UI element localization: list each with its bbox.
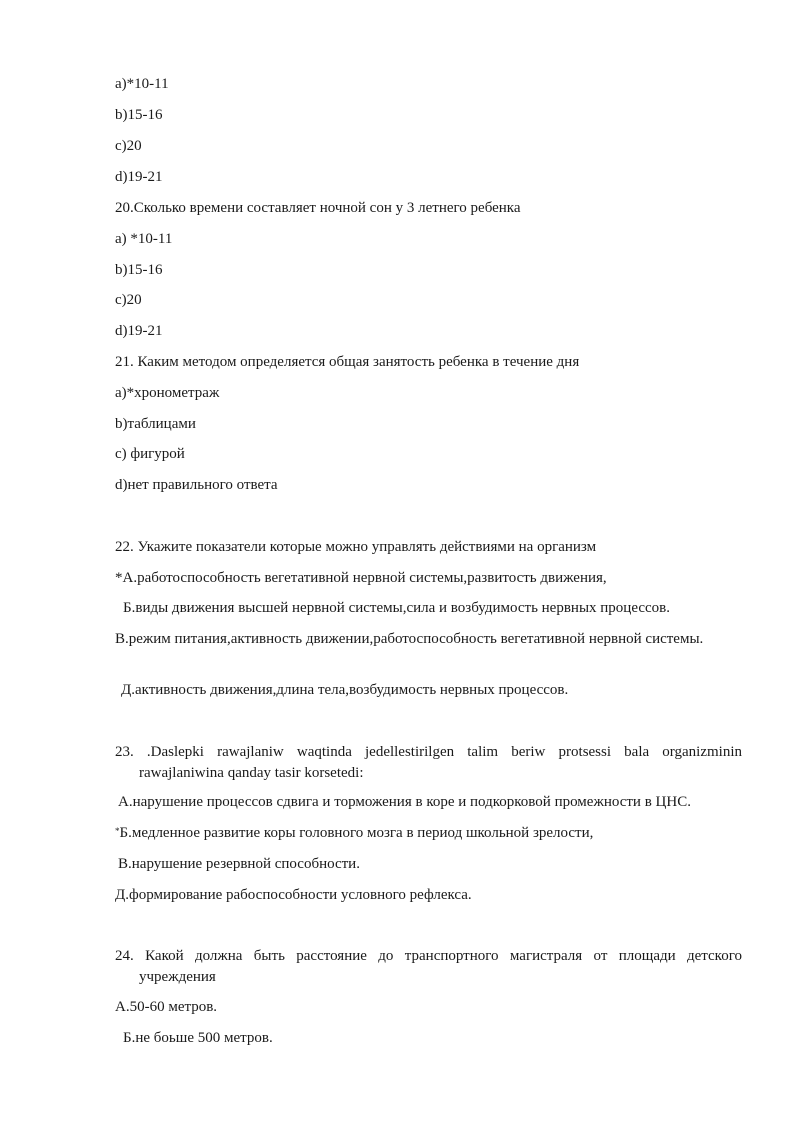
q22-option-d: Д.активность движения,длина тела,возбудимость нервных процессов. [121,682,569,698]
q23-option-b [115,823,800,844]
q21-option-c: c) фигурой [115,446,185,462]
q21-option-d: d)нет правильного ответа [115,477,278,493]
question-24: 24. Какой должна быть расстояние до транспортного магистраля от площади детского учреждения [115,948,742,985]
q23-option-d: Д.формирование рабоспособности условного рефлекса. [115,887,472,903]
q23-option-c: В.нарушение резервной способности. [118,856,360,872]
q22-option-c: В.режим питания,активность движении,работоспособность вегетативной нервной системы. [115,631,704,647]
q24-option-b: Б.не бoьше 500 метров. [123,1030,273,1046]
q20-option-b: b)15-16 [115,262,163,278]
q19-option-d: d)19-21 [115,169,163,185]
q22-option-a: *А.работоспособность вегетативной нервной системы,развитость движения, [115,570,607,586]
question-23: 23. .Daslepki rawajlaniw waqtinda jedellestirilgen talim beriw protsessi bala organizminin rawajlaniwina qanday tasir korsetedi: [115,744,742,781]
q19-option-c: c)20 [115,138,142,154]
q23-option-b-text: Б.медленное развитие коры головного мозга в период школьной зрелости, [119,825,594,841]
q20-option-c: c)20 [115,292,142,308]
question-20: 20.Сколько времени составляет ночной сон у 3 летнего ребенка [115,200,521,216]
question-21: 21. Каким методом определяется общая занятость ребенка в течение дня [115,354,580,370]
q19-option-b: b)15-16 [115,107,163,123]
q20-option-a: a) *10-11 [115,231,173,247]
q21-option-b: b)таблицами [115,416,196,432]
q20-option-d: d)19-21 [115,323,163,339]
q21-option-a: a)*хронометраж [115,385,220,401]
question-22: 22. Укажите показатели которые можно управлять действиями на организм [115,539,597,555]
q22-option-b: Б.виды движения высшей нервной системы,сила и возбудимость нервных процессов. [123,600,671,616]
correct-answer-mark: * [115,826,120,836]
q23-option-a: А.нарушение процессов сдвига и торможения в коре и подкорковой промежности в ЦНС. [118,794,691,810]
q24-option-a: А.50-60 метров. [115,999,218,1015]
q19-option-a: a)*10-11 [115,76,169,92]
